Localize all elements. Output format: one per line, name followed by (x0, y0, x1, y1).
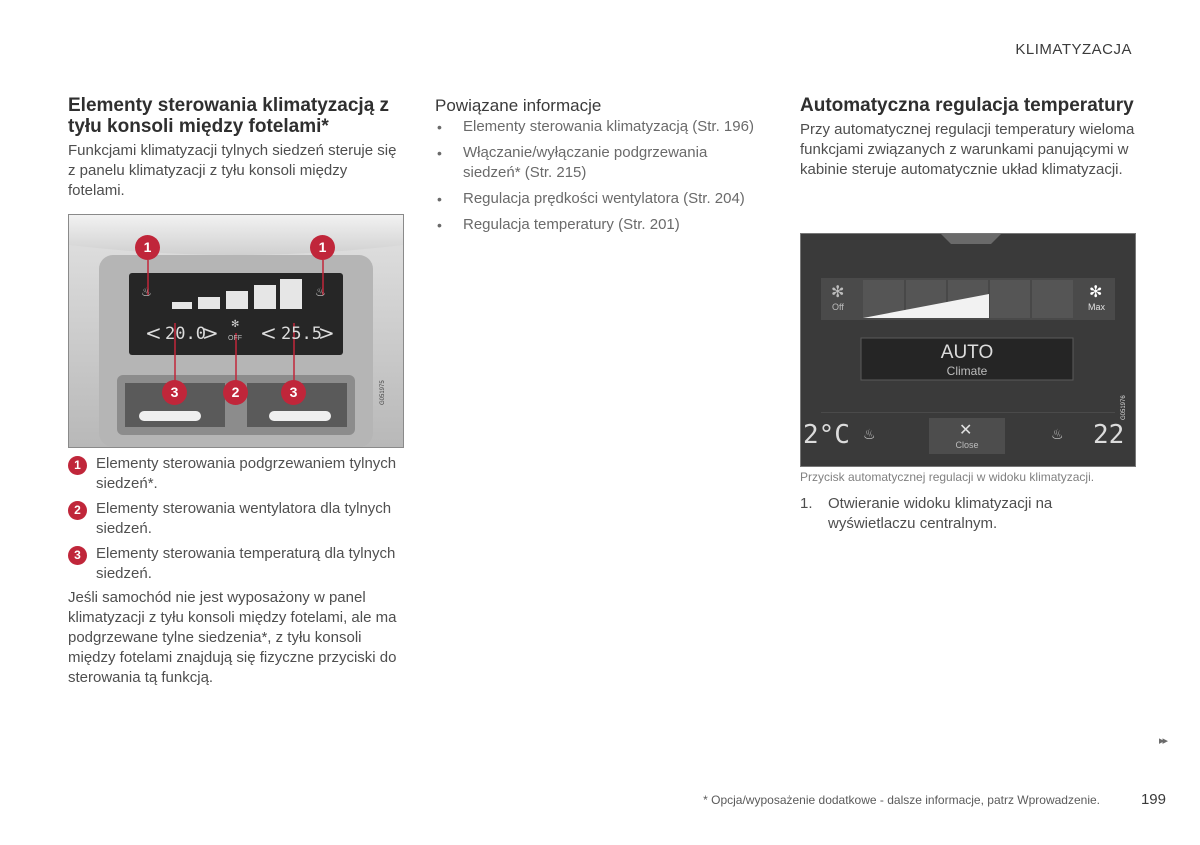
right-column (800, 95, 1135, 180)
legend-item-1: 1 Elementy sterowania podgrzewaniem tylnych siedzeń*. (68, 454, 403, 494)
callout-3-right: 3 (281, 380, 306, 405)
seat-heat-passenger-icon[interactable]: ♨ (1051, 426, 1064, 442)
legend-item-2: 2 Elementy sterowania wentylatora dla tylnych siedzeń. (68, 499, 403, 539)
related-link-fan-speed[interactable]: • Regulacja prędkości wentylatora (Str. 204) (437, 190, 745, 207)
related-info-title: Powiązane informacje (435, 96, 602, 115)
fan-max-icon[interactable]: ✻ (1089, 284, 1103, 301)
rear-controls-intro: Funkcjami klimatyzacji tylnych siedzeń steruje się z panelu klimatyzacji z tyłu konsoli między fotelami. (68, 142, 397, 199)
fan-off-icon[interactable]: ✻ (831, 284, 845, 301)
rear-fan-off-label: OFF (228, 335, 242, 342)
callout-1-left: 1 (135, 235, 160, 260)
auto-temp-intro: Przy automatycznej regulacji temperatury wieloma funkcjami związanych z warunkami panującymi w kabinie steruje automatycznie układ klimatyzacji. (800, 121, 1135, 178)
rear-console-figure (68, 214, 404, 448)
seat-heat-left-icon: ♨ (141, 285, 152, 299)
rear-temp-right: 25.5 (281, 324, 322, 344)
rear-controls-note: Jeśli samochód nie jest wyposażony w panel klimatyzacji z tyłu konsoli między fotelami, ale ma podgrzewane tylne siedzenia*, z tyłu konsoli między fotelami znajdują się fizyczne przyciski do sterowania tą funkcją. (68, 589, 397, 686)
section-header: KLIMATYZACJA (1015, 41, 1132, 58)
passenger-temp[interactable]: 22 (1093, 420, 1125, 450)
callout-2: 2 (223, 380, 248, 405)
rear-console-illustration (69, 215, 403, 447)
continue-marker: ▸▸ (1158, 735, 1166, 747)
section-title-rear-controls: Elementy sterowania klimatyzacją z tyłu konsoli między fotelami* (68, 95, 390, 137)
step-1: 1. Otwieranie widoku klimatyzacji na wyświetlaczu centralnym. (800, 495, 1053, 532)
svg-text:<: < (260, 321, 277, 345)
related-info-list (435, 117, 765, 235)
seat-heat-right-icon: ♨ (315, 285, 326, 299)
driver-temp[interactable]: 2°C (803, 420, 850, 450)
close-label: Close (955, 440, 979, 450)
footnote: * Opcja/wyposażenie dodatkowe - dalsze informacje, patrz Wprowadzenie. (703, 793, 1100, 807)
auto-button[interactable]: AUTO (940, 342, 994, 363)
seat-heat-driver-icon[interactable]: ♨ (863, 426, 876, 442)
figure-code: G051975 (380, 380, 386, 405)
section-title-auto-temp: Automatyczna regulacja temperatury (800, 95, 1134, 116)
rear-temp-left: 20.0 (165, 324, 206, 344)
related-link-climate-controls[interactable]: • Elementy sterowania klimatyzacją (Str. 196) (437, 118, 754, 135)
svg-text:>: > (318, 321, 335, 345)
svg-text:>: > (202, 321, 219, 345)
fan-icon: ✻ (231, 319, 240, 330)
callout-3-left: 3 (162, 380, 187, 405)
svg-text:<: < (145, 321, 162, 345)
figure-code-2: G051976 (1121, 395, 1127, 420)
legend-item-3: 3 Elementy sterowania temperaturą dla tylnych siedzeń. (68, 544, 403, 584)
legend-list (68, 454, 403, 688)
left-column (68, 95, 403, 201)
page-number: 199 (1140, 791, 1166, 808)
figure-caption: Przycisk automatycznej regulacji w widoku klimatyzacji. (800, 470, 1095, 484)
fan-max-label: Max (1088, 302, 1106, 312)
climate-label: Climate (946, 364, 988, 378)
right-lower (800, 470, 1135, 534)
related-link-seat-heating[interactable]: • Włączanie/wyłączanie podgrzewania siedzeń* (Str. 215) (437, 144, 708, 181)
close-icon[interactable]: ✕ (959, 422, 973, 439)
callout-1-right: 1 (310, 235, 335, 260)
climate-view-figure (800, 233, 1136, 467)
related-link-temperature[interactable]: • Regulacja temperatury (Str. 201) (437, 216, 680, 233)
fan-off-label: Off (832, 302, 844, 312)
middle-column (435, 96, 765, 241)
